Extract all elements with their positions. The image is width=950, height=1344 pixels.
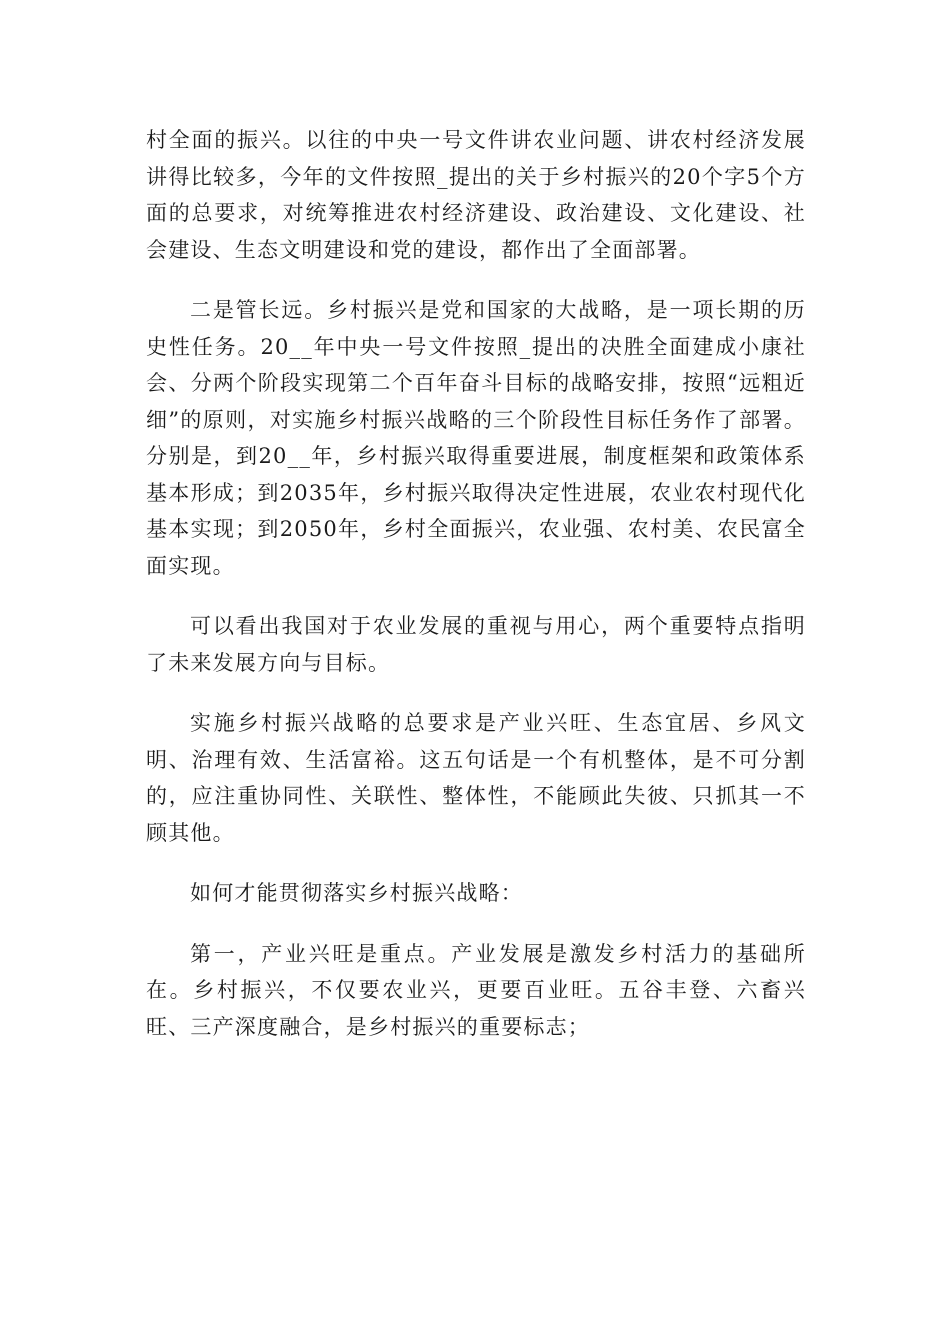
document-body [146, 122, 806, 1045]
paragraph-general-requirements: 实施乡村振兴战略的总要求是产业兴旺、生态宜居、乡风文明、治理有效、生活富裕。这五句话是一个有机整体，是不可分割的，应注重协同性、关联性、整体性，不能顾此失彼、只抓其一不顾其他。 [146, 711, 806, 845]
paragraph-long-term: 二是管长远。乡村振兴是党和国家的大战略，是一项长期的历史性任务。20__年中央一号文件按照_提出的决胜全面建成小康社会、分两个阶段实现第二个百年奋斗目标的战略安排，按照“远粗近细”的原则，对实施乡村振兴战略的三个阶段性目标任务作了部署。分别是，到20__年，乡村振兴取得重要进展，制度框架和政策体系基本形成；到2035年，乡村振兴取得决定性进展，农业农村现代化基本实现；到2050年，乡村全面振兴，农业强、农村美、农民富全面实现。 [146, 298, 806, 578]
paragraph-how-to-implement: 如何才能贯彻落实乡村振兴战略： [190, 881, 523, 905]
paragraph-first-point: 第一，产业兴旺是重点。产业发展是激发乡村活力的基础所在。乡村振兴，不仅要农业兴，更要百业旺。五谷丰登、六畜兴旺、三产深度融合，是乡村振兴的重要标志； [146, 941, 806, 1039]
paragraph-summary: 可以看出我国对于农业发展的重视与用心，两个重要特点指明了未来发展方向与目标。 [146, 614, 806, 675]
paragraph-continuation: 村全面的振兴。以往的中央一号文件讲农业问题、讲农村经济发展讲得比较多，今年的文件按照_提出的关于乡村振兴的20个字5个方面的总要求，对统筹推进农村经济建设、政治建设、文化建设、社会建设、生态文明建设和党的建设，都作出了全面部署。 [146, 128, 806, 262]
